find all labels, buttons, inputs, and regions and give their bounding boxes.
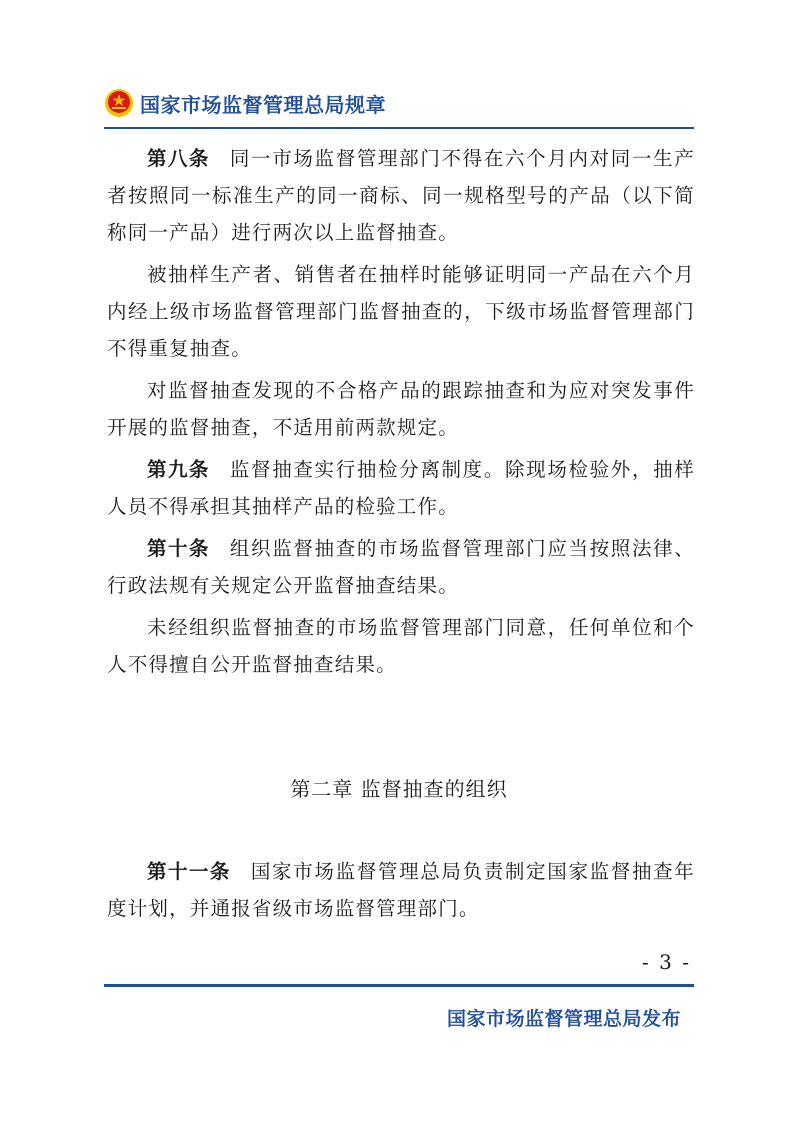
paragraph-text: 未经组织监督抽查的市场监督管理部门同意，任何单位和个人不得擅自公开监督抽查结果。: [107, 616, 695, 676]
article-label: 第八条: [147, 147, 210, 170]
paragraph-text: 同一市场监督管理部门不得在六个月内对同一生产者按照同一标准生产的同一商标、同一规格型号的产品（以下简称同一产品）进行两次以上监督抽查。: [107, 147, 695, 244]
article-8-paragraph-3: [107, 372, 695, 446]
paragraph-text: 组织监督抽查的市场监督管理部门应当按照法律、行政法规有关规定公开监督抽查结果。: [107, 537, 695, 597]
paragraph-text: 被抽样生产者、销售者在抽样时能够证明同一产品在六个月内经上级市场监督管理部门监督抽查的，下级市场监督管理部门不得重复抽查。: [107, 263, 695, 360]
footer-rule: [104, 984, 694, 987]
chapter-heading: 第二章 监督抽查的组织: [290, 777, 508, 801]
article-8-paragraph-2: [107, 256, 695, 367]
article-body: [107, 140, 695, 688]
article-9-paragraph: [107, 451, 695, 525]
page-header: [104, 86, 386, 120]
article-label: 第十一条: [147, 860, 231, 883]
header-rule: [104, 127, 694, 129]
paragraph-text: 监督抽查实行抽检分离制度。除现场检验外，抽样人员不得承担其抽样产品的检验工作。: [107, 458, 695, 518]
article-body-2: [107, 853, 695, 932]
article-10-paragraph-2: [107, 609, 695, 683]
article-label: 第十条: [147, 537, 210, 560]
footer-publisher: 国家市场监督管理总局发布: [446, 1008, 681, 1030]
article-11-paragraph: [107, 853, 695, 927]
header-title: 国家市场监督管理总局规章: [140, 92, 386, 117]
paragraph-text: 国家市场监督管理总局负责制定国家监督抽查年度计划，并通报省级市场监督管理部门。: [107, 860, 695, 920]
page-number: - 3 -: [642, 950, 691, 974]
national-emblem-icon: [104, 88, 134, 118]
article-label: 第九条: [147, 458, 210, 481]
paragraph-text: 对监督抽查发现的不合格产品的跟踪抽查和为应对突发事件开展的监督抽查，不适用前两款规定。: [107, 379, 695, 439]
article-10-paragraph: [107, 530, 695, 604]
article-8-paragraph: [107, 140, 695, 251]
